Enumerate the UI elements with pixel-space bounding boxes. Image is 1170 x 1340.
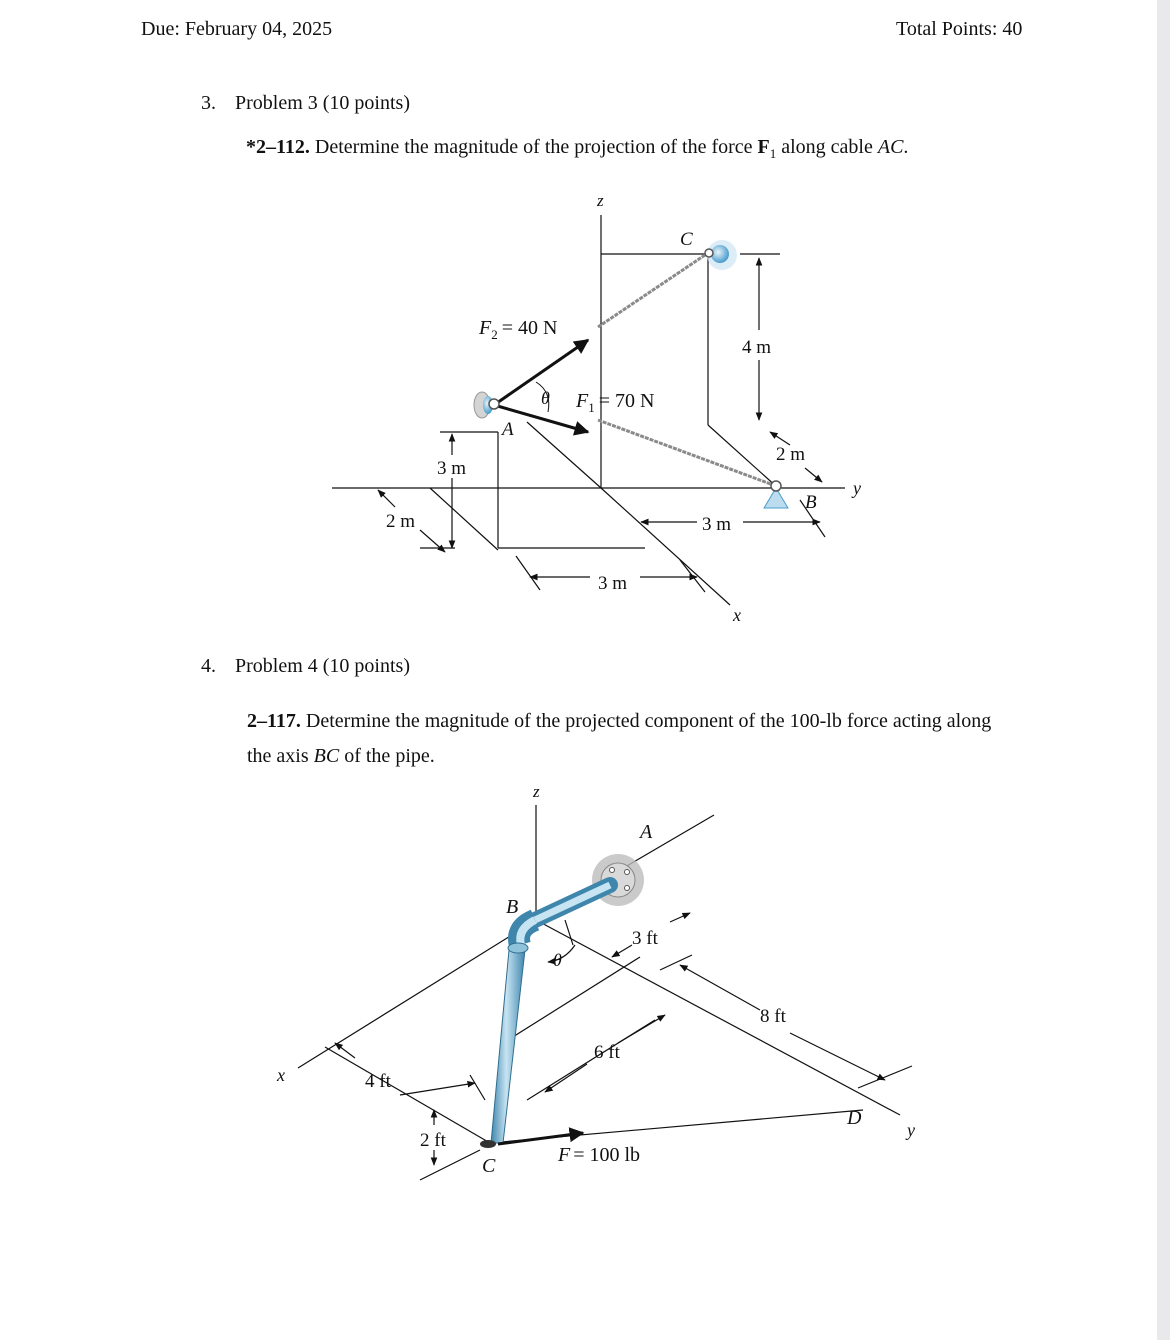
problem-3-cable: AC: [877, 136, 904, 158]
svg-text:z: z: [533, 782, 540, 801]
problem-3-force-sub: 1: [769, 146, 777, 161]
problem-4-number: 4.: [201, 655, 216, 677]
svg-text:2 m: 2 m: [386, 511, 416, 532]
svg-text:6 ft: 6 ft: [594, 1042, 620, 1063]
problem-3-period: .: [903, 136, 909, 158]
svg-text:z: z: [597, 191, 604, 210]
svg-text:F= 100 lb: F = 100 lb: [558, 1144, 641, 1166]
svg-text:A: A: [640, 821, 653, 843]
problem-3-title: Problem 3 (10 points): [235, 92, 410, 114]
svg-text:4 ft: 4 ft: [365, 1071, 391, 1092]
force-f-vector: [498, 1133, 583, 1144]
total-points: Total Points: 40: [896, 18, 1023, 40]
y-axis-line-4: [536, 920, 900, 1115]
problem-3-text-a: Determine the magnitude of the projection of the force: [314, 136, 753, 158]
svg-text:3 m: 3 m: [702, 514, 732, 535]
svg-text:F1= 70 N: $F_1 = 70$ N: [576, 390, 655, 415]
svg-text:3 ft: 3 ft: [632, 928, 658, 949]
svg-text:4 m: 4 m: [742, 337, 772, 358]
svg-text:B: B: [506, 896, 519, 918]
problem-3-text-b: along cable: [781, 136, 873, 158]
pipe-ab: [535, 885, 610, 920]
svg-text:y: y: [907, 1120, 915, 1140]
pipe-bc: [491, 950, 525, 1143]
svg-text:A: A: [502, 419, 514, 440]
svg-text:2 m: 2 m: [776, 444, 806, 465]
svg-text:3 m: 3 m: [437, 458, 467, 479]
svg-text:θ: θ: [541, 388, 550, 408]
svg-text:F2= 40 N: $F_2 = 40$ N: [479, 317, 558, 342]
problem-3-number: 3.: [201, 92, 216, 114]
svg-text:B: B: [805, 492, 817, 513]
problem-3-id: *2–112.: [246, 136, 310, 158]
svg-text:2 ft: 2 ft: [420, 1130, 446, 1151]
svg-text:y: y: [853, 478, 861, 498]
svg-text:x: x: [277, 1065, 285, 1085]
problem-4-text-line2a: the axis: [247, 745, 309, 767]
problem-4-text-line2b: of the pipe.: [344, 745, 435, 767]
due-date: Due: February 04, 2025: [141, 18, 333, 40]
svg-text:x: x: [733, 605, 741, 625]
problem-4-axis: BC: [313, 745, 340, 767]
problem-4-id: 2–117.: [247, 710, 301, 732]
svg-text:C: C: [680, 229, 693, 250]
problem-4-text-line1: Determine the magnitude of the projected component of the 100-lb force acting along: [305, 710, 992, 732]
problem-3-force-symbol: F: [757, 136, 770, 158]
problem-4-title: Problem 4 (10 points): [235, 655, 410, 677]
svg-text:3 m: 3 m: [598, 573, 628, 594]
svg-text:C: C: [482, 1155, 496, 1177]
svg-text:D: D: [847, 1107, 862, 1129]
svg-text:θ: θ: [553, 950, 562, 970]
svg-text:8 ft: 8 ft: [760, 1006, 786, 1027]
